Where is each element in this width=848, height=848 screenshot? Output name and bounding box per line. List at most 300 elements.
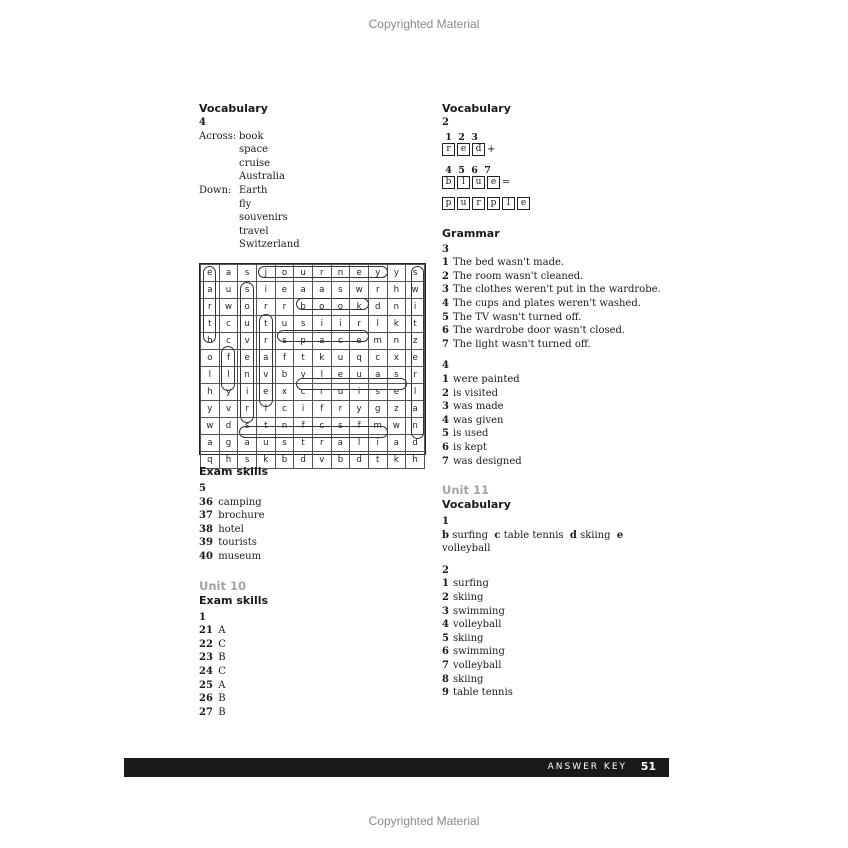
item-number: 3 — [442, 401, 449, 413]
grid-letter: d — [350, 452, 369, 469]
item-text: is visited — [453, 387, 499, 399]
exam-item — [199, 692, 424, 706]
grammar-item — [442, 427, 672, 441]
grid-letter: i — [312, 316, 331, 333]
grid-row — [201, 401, 425, 418]
item-number: 9 — [442, 687, 449, 699]
item-number: 4 — [442, 414, 449, 426]
letter-box: u — [472, 176, 485, 189]
grid-letter: s — [238, 418, 257, 435]
grid-letter: i — [294, 401, 313, 418]
grid-letter: e — [406, 350, 425, 367]
digit: 4 — [445, 164, 452, 176]
grid-letter: t — [368, 452, 387, 469]
item-number: 39 — [199, 537, 213, 549]
grid-letter: a — [312, 282, 331, 299]
item-text: were painted — [453, 373, 520, 385]
grid-letter: v — [312, 452, 331, 469]
grid-letter: e — [275, 282, 294, 299]
answer-text: table tennis — [503, 529, 564, 541]
grid-letter: f — [294, 418, 313, 435]
digit: 6 — [471, 164, 478, 176]
grid-letter: k — [256, 452, 275, 469]
item-number: 1 — [442, 373, 449, 385]
item-number: 24 — [199, 665, 213, 677]
item-text: B — [218, 652, 226, 664]
item-text: is kept — [453, 441, 487, 453]
grid-letter: o — [312, 299, 331, 316]
grammar-item — [442, 414, 672, 428]
item-number: 40 — [199, 550, 213, 562]
grid-letter: h — [219, 452, 238, 469]
grid-letter: u — [256, 435, 275, 452]
grid-letter: r — [350, 316, 369, 333]
item-number: 6 — [442, 646, 449, 658]
item-text: skiing — [453, 632, 484, 644]
exercise-number: 3 — [442, 243, 449, 255]
grid-letter: f — [275, 350, 294, 367]
grid-letter: b — [331, 452, 350, 469]
grammar-item — [442, 387, 672, 401]
vocab-item — [442, 645, 672, 659]
grid-letter: k — [387, 316, 406, 333]
grid-letter: l — [368, 316, 387, 333]
grid-letter: s — [294, 316, 313, 333]
item-number: 22 — [199, 638, 213, 650]
grid-letter: s — [331, 418, 350, 435]
letter-box: l — [502, 197, 515, 210]
grid-letter: e — [387, 384, 406, 401]
copyright-watermark-bottom: Copyrighted Material — [368, 814, 480, 828]
grid-letter: x — [275, 384, 294, 401]
item-text: C — [218, 665, 226, 677]
grid-letter: e — [350, 265, 369, 282]
vocabulary-heading: Vocabulary — [199, 102, 268, 115]
exam-item — [199, 523, 424, 537]
item-number: 8 — [442, 673, 449, 685]
vocab-item — [442, 659, 672, 673]
item-text: The bed wasn't made. — [453, 257, 565, 269]
item-text: C — [218, 638, 226, 650]
grid-letter: a — [387, 435, 406, 452]
letter-box: b — [442, 176, 455, 189]
equals-sign: = — [502, 176, 511, 188]
exam-item — [199, 679, 424, 693]
grid-letter: w — [387, 418, 406, 435]
grid-letter: z — [387, 401, 406, 418]
unit-11-heading: Unit 11 — [442, 483, 489, 498]
grid-letter: o — [331, 299, 350, 316]
answer-text: volleyball — [442, 543, 491, 555]
grid-letter: o — [275, 265, 294, 282]
vocab-item — [442, 577, 672, 591]
letter-box: e — [517, 197, 530, 210]
grid-letter: k — [387, 452, 406, 469]
grid-letter: r — [312, 265, 331, 282]
item-number: 36 — [199, 496, 213, 508]
answer-word-ring — [277, 330, 369, 342]
item-number: 38 — [199, 523, 213, 535]
grid-letter: q — [201, 452, 220, 469]
grammar-item — [442, 338, 672, 352]
grid-letter: t — [294, 435, 313, 452]
item-number: 5 — [442, 428, 449, 440]
item-number: 3 — [442, 284, 449, 296]
item-number: 6 — [442, 325, 449, 337]
exam-item — [199, 638, 424, 652]
grid-letter: e — [350, 333, 369, 350]
grid-letter: l — [201, 367, 220, 384]
exercise-number: 1 — [199, 611, 206, 623]
grid-letter: u — [294, 265, 313, 282]
answer-word-ring — [239, 426, 387, 438]
across-label: Across: — [199, 130, 237, 142]
grid-letter: t — [201, 316, 220, 333]
grid-letter: b — [275, 452, 294, 469]
item-text: The light wasn't turned off. — [453, 338, 591, 350]
grammar-item — [442, 324, 672, 338]
grid-letter: r — [406, 367, 425, 384]
answer-text: surfing — [452, 529, 489, 541]
answer-word-ring — [296, 378, 407, 390]
item-text: was designed — [453, 455, 522, 467]
grid-letter: u — [275, 316, 294, 333]
grid-letter: c — [294, 384, 313, 401]
grid-letter: c — [368, 350, 387, 367]
grid-letter: r — [256, 333, 275, 350]
grid-letter: w — [201, 418, 220, 435]
vocab-item — [442, 632, 672, 646]
grid-letter: d — [406, 435, 425, 452]
grid-letter: f — [350, 418, 369, 435]
grid-letter: i — [368, 435, 387, 452]
left-column — [199, 102, 424, 252]
exercise-number: 4 — [199, 117, 206, 128]
grid-letter: n — [406, 418, 425, 435]
letter-box: u — [457, 197, 470, 210]
grid-letter: n — [238, 367, 257, 384]
grid-letter: v — [256, 367, 275, 384]
grid-letter: i — [331, 316, 350, 333]
grammar-item — [442, 455, 672, 469]
item-number: 2 — [442, 592, 449, 604]
grid-letter: g — [368, 401, 387, 418]
plus-sign: + — [487, 143, 496, 155]
grid-letter: a — [331, 435, 350, 452]
grid-letter: g — [219, 435, 238, 452]
down-word: fly — [239, 198, 252, 210]
item-text: brochure — [218, 510, 265, 522]
grid-letter: y — [387, 265, 406, 282]
grid-letter: a — [294, 282, 313, 299]
item-text: The TV wasn't turned off. — [453, 311, 582, 323]
grammar-item — [442, 441, 672, 455]
grid-letter: e — [201, 265, 220, 282]
grid-letter: s — [275, 333, 294, 350]
digit: 2 — [458, 131, 465, 143]
grid-letter: v — [238, 333, 257, 350]
grid-letter: l — [219, 367, 238, 384]
digit: 5 — [458, 164, 465, 176]
exam-item — [199, 665, 424, 679]
grid-letter: s — [331, 282, 350, 299]
grid-letter: a — [312, 333, 331, 350]
right-column — [442, 102, 672, 700]
grid-letter: t — [256, 418, 275, 435]
grid-letter: c — [312, 418, 331, 435]
grid-letter: a — [219, 265, 238, 282]
grid-letter: t — [294, 350, 313, 367]
item-text: B — [218, 693, 226, 705]
answer-key-footer — [124, 758, 669, 777]
grid-letter: s — [387, 367, 406, 384]
item-number: 26 — [199, 693, 213, 705]
vocabulary-heading: Vocabulary — [442, 498, 511, 512]
item-text: swimming — [453, 605, 505, 617]
exercise-number: 2 — [442, 117, 449, 128]
grid-letter: n — [387, 333, 406, 350]
grid-letter: u — [331, 350, 350, 367]
answer-word-ring — [221, 346, 235, 391]
answer-word-ring — [240, 282, 254, 423]
grid-letter: h — [387, 282, 406, 299]
grammar-item — [442, 311, 672, 325]
letter-box: e — [457, 143, 470, 156]
letter-box: l — [457, 176, 470, 189]
grid-letter: y — [294, 367, 313, 384]
item-number: 7 — [442, 660, 449, 672]
answer-letter: b — [442, 529, 449, 541]
exam-item — [199, 536, 424, 550]
grid-row — [201, 282, 425, 299]
grid-letter: n — [275, 418, 294, 435]
grid-letter: a — [201, 435, 220, 452]
grid-letter: s — [368, 384, 387, 401]
grid-letter: s — [238, 282, 257, 299]
grid-letter: e — [256, 384, 275, 401]
vocab-item — [442, 591, 672, 605]
letter-box-row — [442, 176, 672, 190]
answer-word-ring — [296, 298, 369, 310]
unit-10-heading: Unit 10 — [199, 578, 246, 593]
across-word: book — [239, 130, 264, 142]
grid-letter: b — [275, 367, 294, 384]
digit: 7 — [484, 164, 491, 176]
grid-letter: r — [256, 299, 275, 316]
grid-letter: t — [406, 316, 425, 333]
grid-letter: h — [406, 452, 425, 469]
exam-item — [199, 550, 424, 564]
vocab-item — [442, 618, 672, 632]
item-text: surfing — [453, 578, 489, 590]
item-text: is used — [453, 428, 489, 440]
grid-letter: y — [368, 265, 387, 282]
exam-skills-heading: Exam skills — [199, 593, 269, 607]
grid-letter: i — [238, 384, 257, 401]
exam-skills-heading: Exam skills — [199, 465, 269, 478]
down-word: Earth — [239, 184, 268, 196]
grid-letter: b — [294, 299, 313, 316]
grid-letter: l — [406, 384, 425, 401]
grid-letter: s — [275, 435, 294, 452]
grid-letter: i — [406, 299, 425, 316]
item-text: skiing — [453, 592, 484, 604]
across-word: cruise — [239, 157, 271, 169]
grid-letter: c — [219, 316, 238, 333]
exam-item — [199, 706, 424, 720]
grid-letter: w — [350, 282, 369, 299]
item-number: 7 — [442, 455, 449, 467]
answer-letter: c — [494, 529, 501, 541]
item-text: tourists — [218, 537, 257, 549]
grid-letter: j — [256, 265, 275, 282]
vocab-item — [442, 686, 672, 700]
item-number: 2 — [442, 387, 449, 399]
item-number: 6 — [442, 441, 449, 453]
word-search-grid — [199, 263, 426, 465]
item-number: 4 — [442, 297, 449, 309]
grid-letter: u — [350, 367, 369, 384]
grid-letter: d — [294, 452, 313, 469]
item-text: The wardrobe door wasn't closed. — [453, 325, 626, 337]
item-text: The room wasn't cleaned. — [453, 270, 584, 282]
item-number: 5 — [442, 311, 449, 323]
item-number: 5 — [442, 632, 449, 644]
grid-letter: r — [312, 384, 331, 401]
item-number: 25 — [199, 679, 213, 691]
grid-letter: o — [201, 350, 220, 367]
across-row — [199, 130, 424, 144]
item-text: swimming — [453, 646, 505, 658]
exam-item — [199, 496, 424, 510]
item-number: 7 — [442, 338, 449, 350]
grid-letter: y — [350, 401, 369, 418]
grid-letter: s — [238, 452, 257, 469]
digit-row — [442, 164, 672, 176]
down-label: Down: — [199, 184, 232, 196]
grammar-heading: Grammar — [442, 226, 500, 240]
grid-letter: x — [387, 350, 406, 367]
letter-box-row — [442, 143, 672, 157]
down-word: souvenirs — [239, 212, 288, 224]
across-word: space — [239, 144, 269, 156]
grid-letter: r — [312, 435, 331, 452]
grid-letter: k — [350, 299, 369, 316]
exam-item — [199, 624, 424, 638]
item-text: A — [218, 625, 226, 637]
item-text: volleyball — [453, 619, 502, 631]
grid-letter: m — [368, 333, 387, 350]
grid-letter: w — [406, 282, 425, 299]
grid-letter: e — [238, 350, 257, 367]
item-number: 1 — [442, 578, 449, 590]
grid-letter: p — [294, 333, 313, 350]
item-number: 27 — [199, 706, 213, 718]
answer-word-ring — [411, 266, 425, 439]
letter-box: p — [442, 197, 455, 210]
grid-letter: i — [256, 282, 275, 299]
grid-letter: l — [312, 367, 331, 384]
grid-letter: m — [368, 418, 387, 435]
item-text: hotel — [218, 523, 244, 535]
digit-row — [442, 131, 672, 143]
grid-letter: a — [406, 401, 425, 418]
item-number: 23 — [199, 652, 213, 664]
grid-letter: u — [238, 316, 257, 333]
letter-box: p — [487, 197, 500, 210]
grid-letter: d — [368, 299, 387, 316]
digit: 3 — [471, 131, 478, 143]
grammar-item — [442, 297, 672, 311]
answer-letter: e — [616, 529, 624, 541]
grid-letter: a — [201, 282, 220, 299]
item-number: 37 — [199, 510, 213, 522]
grid-letter: z — [406, 333, 425, 350]
grid-letter: l — [256, 401, 275, 418]
exercise-number: 5 — [199, 483, 206, 494]
grid-letter: e — [331, 367, 350, 384]
grid-letter: a — [368, 367, 387, 384]
exercise-number: 4 — [442, 360, 449, 372]
answer-text: skiing — [580, 529, 611, 541]
grid-letter: c — [331, 333, 350, 350]
grammar-item — [442, 270, 672, 284]
grammar-item — [442, 400, 672, 414]
grid-letter: l — [350, 435, 369, 452]
item-text: was given — [453, 414, 504, 426]
item-text: volleyball — [453, 660, 502, 672]
answer-key-label: ANSWER KEY — [547, 762, 627, 772]
grid-letter: s — [238, 265, 257, 282]
item-number: 3 — [442, 605, 449, 617]
digit: 1 — [445, 131, 452, 143]
grid-letter: c — [275, 401, 294, 418]
item-number: 2 — [442, 270, 449, 282]
item-number: 21 — [199, 625, 213, 637]
grid-letter: k — [312, 350, 331, 367]
grammar-item — [442, 283, 672, 297]
grid-letter: v — [219, 401, 238, 418]
answer-letter: d — [569, 529, 577, 541]
exam-item — [199, 651, 424, 665]
grid-letter: n — [331, 265, 350, 282]
grid-letter: t — [256, 316, 275, 333]
grammar-item — [442, 373, 672, 387]
item-text: museum — [218, 550, 262, 562]
letter-box-row — [442, 197, 672, 211]
grid-letter: f — [312, 401, 331, 418]
vocabulary-heading: Vocabulary — [442, 102, 511, 115]
grid-letter: q — [350, 350, 369, 367]
grid-letter: i — [350, 384, 369, 401]
grid-letter: d — [219, 418, 238, 435]
grid-letter: u — [219, 282, 238, 299]
grid-letter: w — [219, 299, 238, 316]
grid-letter: y — [219, 384, 238, 401]
item-number: 1 — [442, 257, 449, 269]
exam-item — [199, 509, 424, 523]
grid-letter: o — [238, 299, 257, 316]
grid-letter: r — [238, 401, 257, 418]
answer-word-ring — [203, 266, 217, 343]
grid-letter: h — [201, 333, 220, 350]
item-text: table tennis — [453, 687, 513, 699]
grid-letter: f — [219, 350, 238, 367]
vocab-item — [442, 605, 672, 619]
grid-letter: s — [406, 265, 425, 282]
grid-letter: r — [275, 299, 294, 316]
answer-word-ring — [258, 266, 387, 278]
